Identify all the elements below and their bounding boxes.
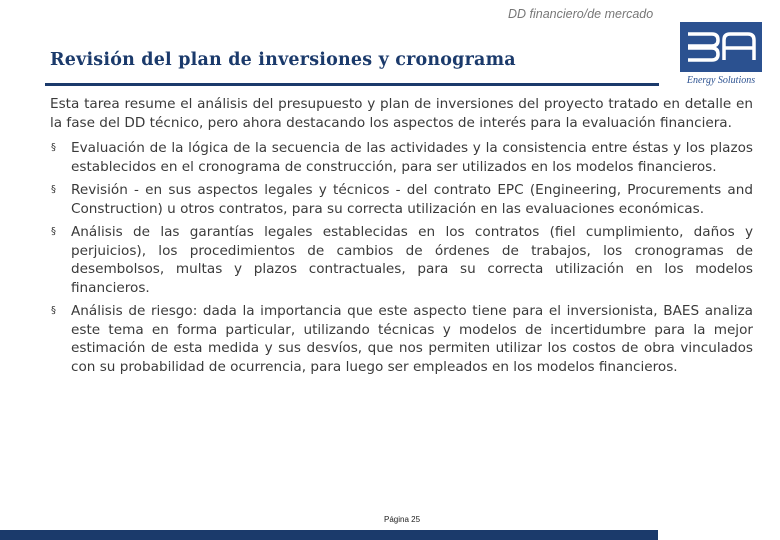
footer-bar — [0, 530, 658, 540]
list-item — [50, 139, 753, 176]
header-note: DD financiero/de mercado — [508, 7, 654, 21]
intro-paragraph: Esta tarea resume el análisis del presupuesto y plan de inversiones del proyecto tratado en detalle en la fase del DD técnico, pero ahora destacando los aspectos de interés para la evaluación financiera. — [50, 96, 753, 131]
title-divider — [45, 83, 659, 86]
bullet-icon: § — [51, 226, 56, 237]
company-logo — [680, 22, 762, 90]
logo-tagline: Energy Solutions — [686, 75, 756, 86]
bullet-icon: § — [51, 142, 56, 153]
bullet-icon: § — [51, 184, 56, 195]
bullet-list — [50, 139, 753, 376]
list-item-text: Evaluación de la lógica de la secuencia de las actividades y la consistencia entre éstas y los plazos establecidos en el cronograma de construcción, para ser utilizados en los modelos financieros. — [71, 140, 753, 175]
list-item-text: Revisión - en sus aspectos legales y técnicos - del contrato EPC (Engineering, Procurements and Construction) u otros contratos, para su correcta utilización en las evaluaciones económicas. — [71, 182, 753, 217]
list-item — [50, 223, 753, 297]
bullet-icon: § — [51, 305, 56, 316]
list-item — [50, 181, 753, 218]
main-content — [50, 95, 753, 381]
list-item-text: Análisis de las garantías legales establecidas en los contratos (fiel cumplimiento, daños y perjuicios), los procedimientos de cambios de órdenes de trabajos, los cronogramas de desembolsos, multas y plazos contractuales, para su correcta utilización en los modelos financieros. — [71, 224, 753, 296]
list-item-text: Análisis de riesgo: dada la importancia que este aspecto tiene para el inversionista, BAES analiza este tema en forma particular, utilizando técnicas y modelos de incertidumbre para la mejor estimación de esta medida y sus desvíos, que nos permiten utilizar los costos de obra vinculados con su probabilidad de ocurrencia, para luego ser empleados en los modelos financieros. — [71, 303, 753, 375]
ba-logo-icon — [680, 22, 762, 72]
page-title: Revisión del plan de inversiones y cronograma — [50, 50, 516, 70]
page-number: Página 25 — [384, 515, 421, 524]
list-item — [50, 302, 753, 376]
